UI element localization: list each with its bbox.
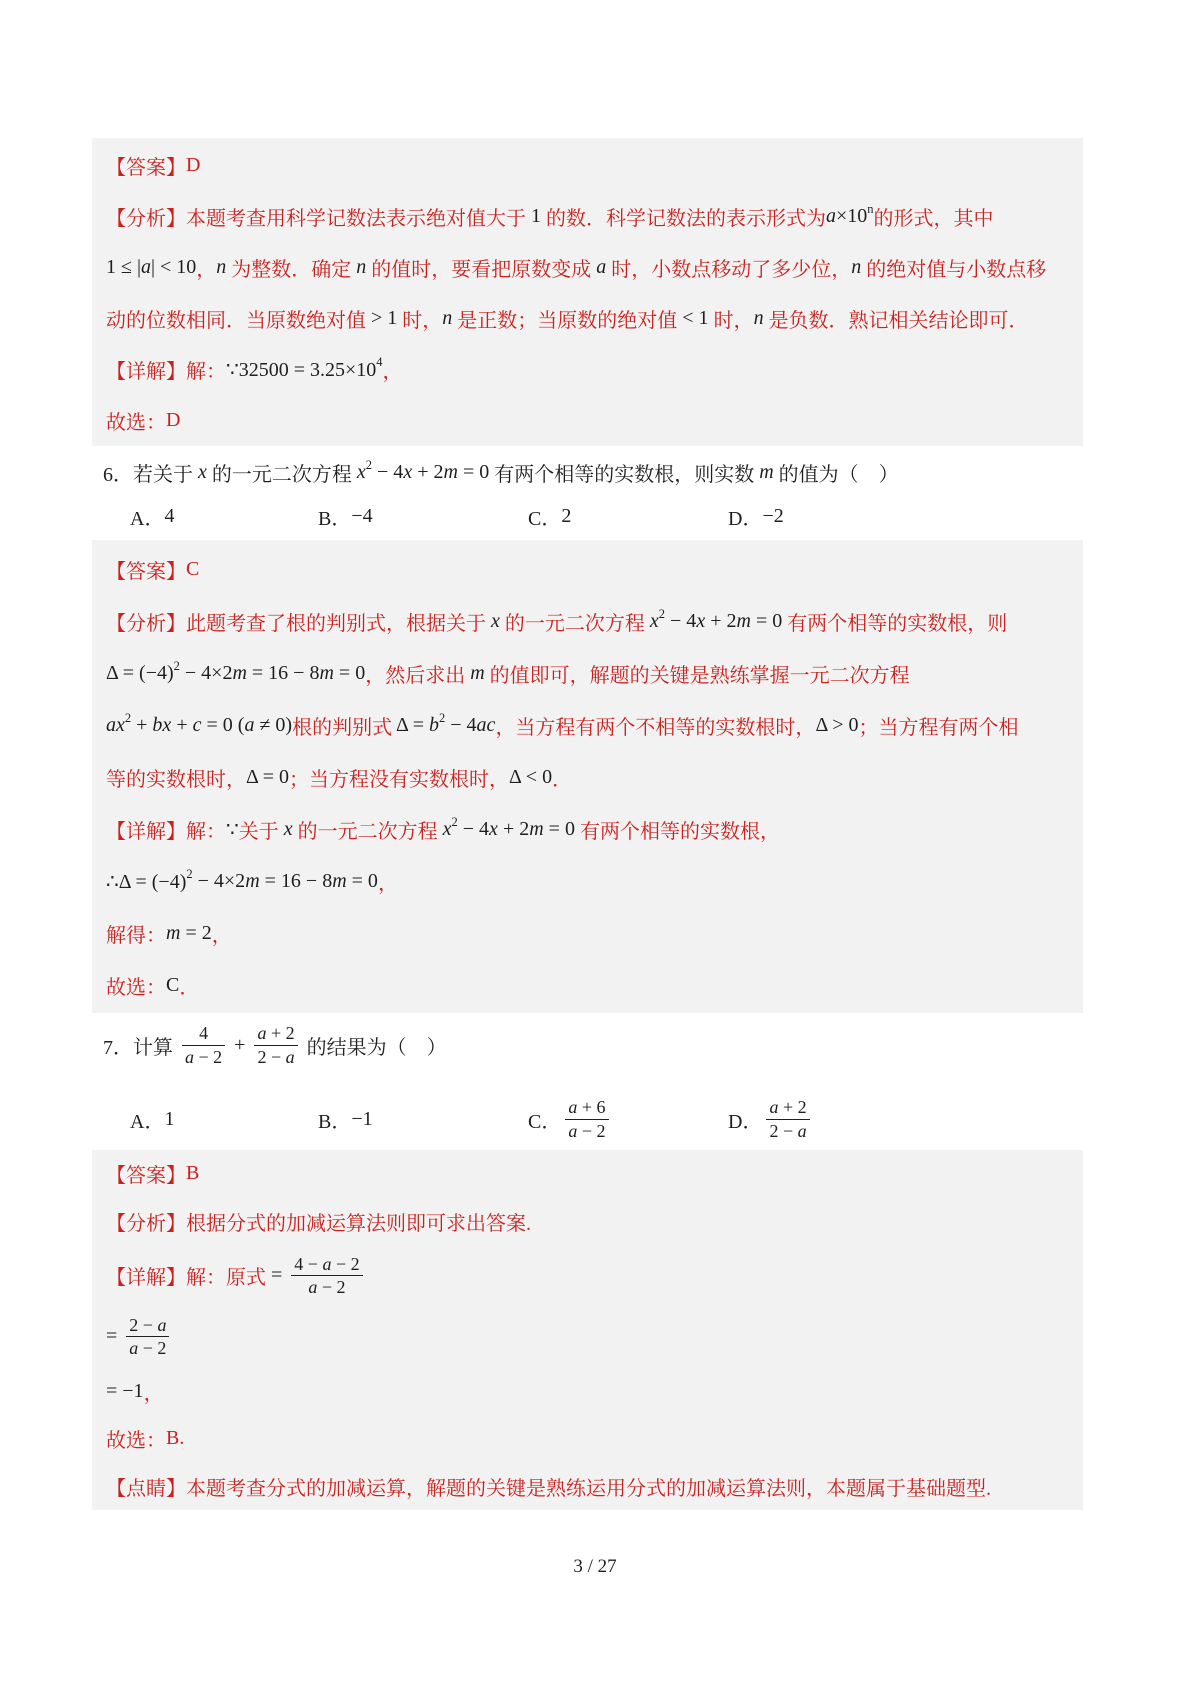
q7-detail-line-1: 【详解】解：原式 = $\frac{4 - a - 2}{a - 2}$ [106, 1245, 1069, 1306]
q7-option-c: C． $\frac{a + 6}{a - 2}$ [528, 1090, 613, 1148]
q6-analysis-line-1: 【分析】此题考查了根的判别式，根据关于 x 的一元二次方程 x 2 − 4 x + 2 m = 0 有两个相等的实数根，则 [106, 606, 1008, 635]
q6-answer-block [92, 540, 1083, 1013]
q7-option-d: D． $\frac{a + 2}{2 - a}$ [728, 1090, 814, 1148]
q6-answer-line: 【答案】 C [106, 557, 200, 583]
q5-analysis-line-3: 动的位数相同．当原数绝对值 > 1 时， n 是正数；当原数的绝对值 < 1 时， n 是负数．熟记相关结论即可． [106, 307, 1029, 332]
q7-detail-line-2: = $\frac{2 - a}{a - 2}$ [106, 1306, 1069, 1367]
q7-analysis-line: 【分析】根据分式的加减运算法则即可求出答案. [106, 1212, 531, 1235]
q7-answer-block [92, 1150, 1083, 1510]
q6-analysis-line-4: 等的实数根时， Δ = 0 ；当方程没有实数根时， Δ < 0 ． [106, 765, 573, 791]
question-7-stem: 7．计算 $\frac{4}{a - 2}$ + $\frac{a + 2}{2 - a}$ 的结果为（ ） [103, 1023, 447, 1067]
q5-answer-line: 【答案】 D [106, 154, 201, 179]
question-6-stem: 6．若关于 x 的一元二次方程 x 2 − 4 x + 2 m = 0 有两个相等的实数根，则实数 m 的值为（ ） [103, 457, 899, 486]
q6-detail-line-2: ∴Δ = (−4) 2 − 4×2 m = 16 − 8 m = 0 ， [106, 866, 398, 895]
q7-detail-line-3: = −1 ， [106, 1379, 164, 1405]
q5-detail-line: 【详解】解： ∵32500 = 3.25×10 4 ， [106, 355, 403, 383]
q6-analysis-line-3: ax 2 + bx + c = 0 ( a ≠ 0) 根的判别式 Δ = b 2 − 4 ac ，当方程有两个不相等的实数根时， Δ > 0 ；当方程有两个相 [106, 710, 1019, 739]
q5-analysis-line-1: 【分析】本题考查用科学记数法表示绝对值大于 1 的数．科学记数法的表示形式为 a ×10 n 的形式，其中 [106, 202, 994, 230]
question-6-options [0, 498, 1190, 534]
q5-answer-block [92, 138, 1083, 446]
q6-option-d: D． −2 [728, 504, 784, 530]
q6-conclusion-line: 故选： C ． [106, 973, 200, 999]
q6-detail-line-1: 【详解】解： ∵ 关于 x 的一元二次方程 x 2 − 4 x + 2 m = 0 有两个相等的实数根， [106, 814, 780, 843]
q7-option-a: A． 1 [130, 1107, 175, 1133]
question-7-options [0, 1090, 1190, 1148]
q6-option-a: A． 4 [130, 504, 175, 530]
q5-analysis-line-2: 1 ≤ | a | < 10 ， n 为整数．确定 n 的值时，要看把原数变成 a 时，小数点移动了多少位， n 的绝对值与小数点移 [106, 256, 1047, 281]
page-number: 3 / 27 [573, 1556, 617, 1577]
q6-option-b: B． −4 [318, 504, 373, 530]
q7-option-b: B． −1 [318, 1107, 373, 1133]
q6-analysis-line-2: Δ = (−4) 2 − 4×2 m = 16 − 8 m = 0 ，然后求出 m 的值即可，解题的关键是熟练掌握一元二次方程 [106, 658, 910, 687]
q6-detail-line-3: 解得： m = 2 ， [106, 921, 232, 947]
q7-conclusion-line: 故选： B. [106, 1427, 185, 1453]
q7-answer-line: 【答案】 B [106, 1162, 200, 1188]
q7-remark-line: 【点睛】本题考查分式的加减运算，解题的关键是熟练运用分式的加减运算法则，本题属于基础题型. [106, 1477, 991, 1500]
q5-conclusion-line: 故选： D [106, 409, 181, 434]
q6-option-c: C． 2 [528, 504, 572, 530]
